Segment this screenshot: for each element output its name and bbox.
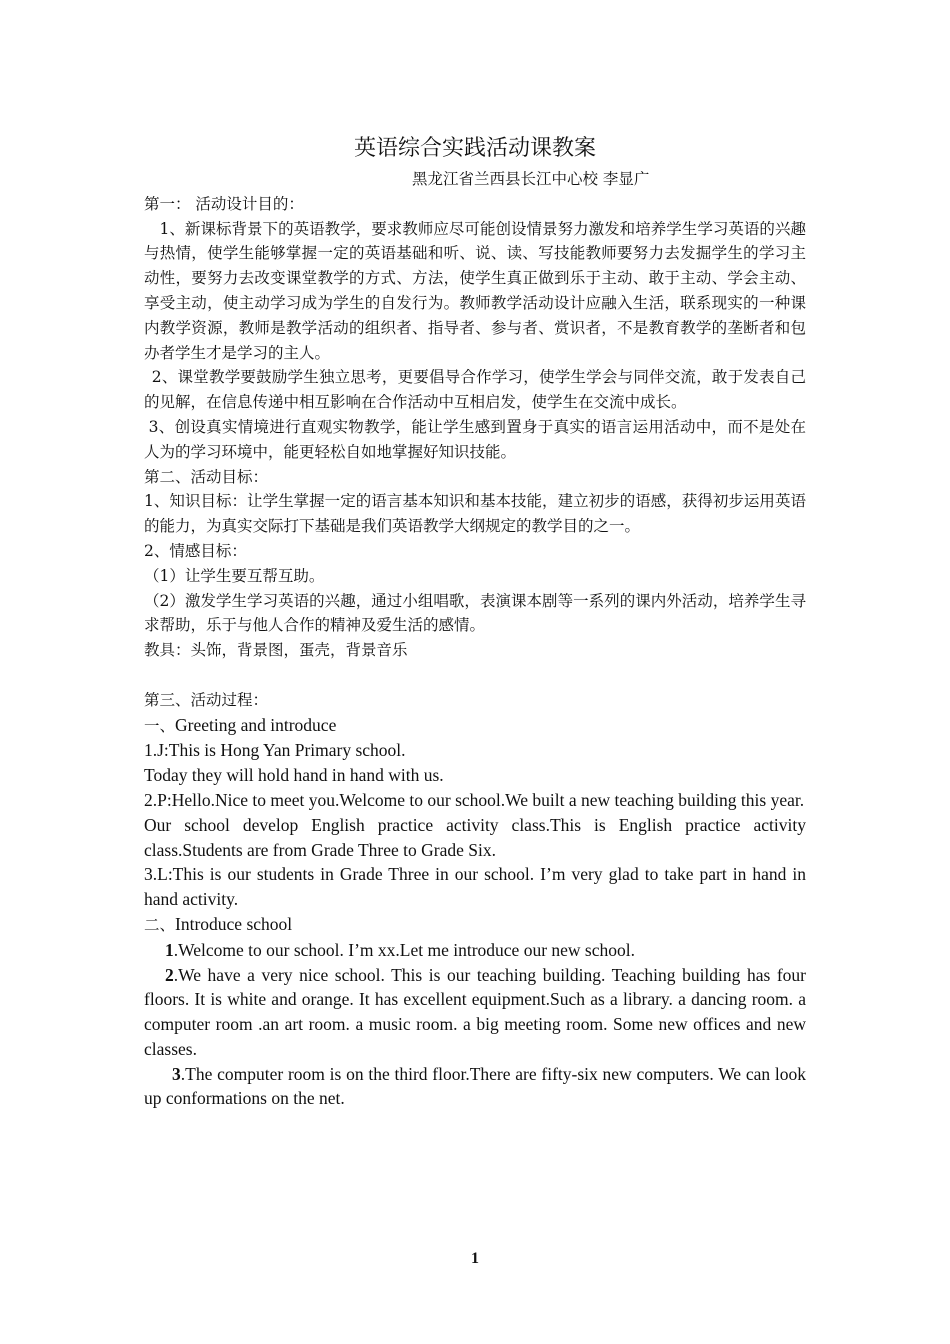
english-line: 2.P:Hello.Nice to meet you.Welcome to our school.We built a new teaching building this year. [144, 789, 805, 810]
subheading-greeting [144, 713, 806, 739]
section-heading-goals: 第二、活动目标： [144, 467, 269, 486]
subheading-prefix: 一、 [144, 716, 176, 735]
subheading-text: Introduce school [175, 913, 293, 934]
item-text: .We have a very nice school. This is our teaching building. Teaching building has four floors. It is white and orange. It has excellent equipment.Such as a library. a dancing room. a computer room .an art room. a music room. a big meeting room. Some new offices and new classes. [144, 964, 806, 1059]
document-body [144, 133, 806, 1111]
item-number: 3 [172, 1063, 181, 1084]
english-line: 3.L:This is our students in Grade Three in our school. I’m very glad to take part in hand in hand activity. [144, 864, 806, 910]
paragraph: 1、新课标背景下的英语教学，要求教师应尽可能创设情景努力激发和培养学生学习英语的兴趣与热情，使学生能够掌握一定的英语基础和听、说、读、写技能教师要努力去发掘学生的学习主动性，要努力去改变课堂教学的方式、方法，使学生真正做到乐于主动、敢于主动、学会主动、享受主动，使主动学习成为学生的自发行为。教师教学活动设计应融入生活，联系现实的一种课内教学资源，教师是教学活动的组织者、指导者、参与者、赏识者，不是教育教学的垄断者和包办者学生才是学习的主人。 [144, 219, 806, 362]
subheading-text: Greeting and introduce [175, 714, 337, 735]
paragraph: （1）让学生要互帮互助。 [144, 566, 325, 585]
author-line: 黑龙江省兰西县长江中心校 李显广 [412, 170, 650, 188]
english-line: Today they will hold hand in hand with us. [144, 765, 444, 786]
section-heading-purpose: 第一： 活动设计目的： [144, 194, 304, 213]
paragraph: 2、课堂教学要鼓励学生独立思考，更要倡导合作学习，使学生学会与同伴交流，敢于发表自己的见解，在信息传递中相互影响在合作活动中互相启发，使学生在交流中成长。 [144, 368, 806, 412]
page-number: 1 [471, 1250, 479, 1267]
item-text: .Welcome to our school. I’m xx.Let me introduce our new school. [173, 939, 635, 960]
teaching-aids-line: 教具：头饰，背景图，蛋壳，背景音乐 [144, 641, 408, 660]
item-number: 1 [165, 939, 174, 960]
paragraph: （2）激发学生学习英语的兴趣，通过小组唱歌，表演课本剧等一系列的课内外活动，培养学生寻求帮助，乐于与他人合作的精神及爱生活的感情。 [144, 591, 806, 635]
numbered-item [144, 963, 806, 1062]
paragraph: 3、创设真实情境进行直观实物教学，能让学生感到置身于真实的语言运用活动中，而不是处在人为的学习环境中，能更轻松自如地掌握好知识技能。 [144, 417, 806, 461]
paragraph: 2、情感目标： [144, 541, 247, 560]
item-number: 2 [165, 964, 174, 985]
english-line: 1.J:This is Hong Yan Primary school. [144, 740, 406, 761]
numbered-item [144, 938, 806, 963]
paragraph: 1、知识目标：让学生掌握一定的语言基本知识和基本技能，建立初步的语感，获得初步运用英语的能力，为真实交际打下基础是我们英语教学大纲规定的教学目的之一。 [144, 492, 806, 536]
item-text: .The computer room is on the third floor.There are fifty-six new computers. We can look up conformations on the net. [144, 1063, 806, 1109]
section-heading-process: 第三、活动过程： [144, 690, 269, 709]
subheading-prefix: 二、 [144, 915, 176, 934]
subheading-introduce-school [144, 912, 806, 938]
blank-line [144, 663, 806, 688]
document-title: 英语综合实践活动课教案 [353, 136, 596, 161]
english-line: Our school develop English practice activity class.This is English practice activity class.Students are from Grade Three to Grade Six. [144, 814, 806, 860]
numbered-item [144, 1062, 806, 1112]
